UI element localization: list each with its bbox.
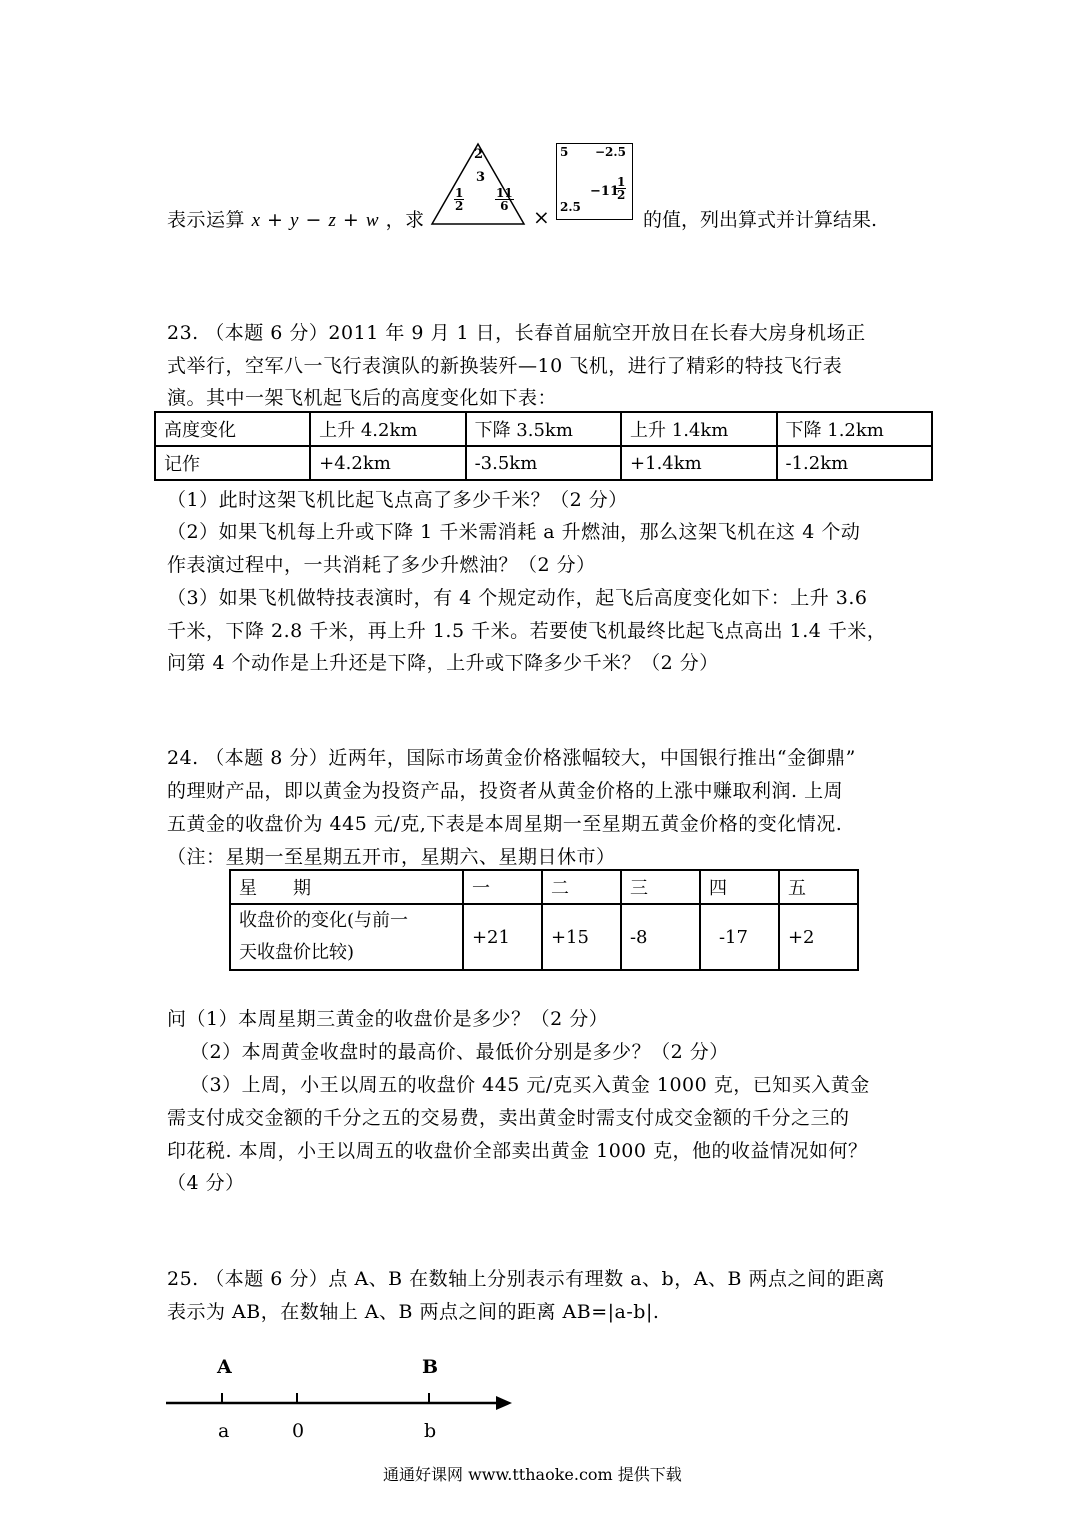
- expr-y: y: [290, 210, 299, 231]
- q22-mid: ，求: [385, 209, 425, 231]
- table-cell: 上升 1.4km: [621, 412, 776, 446]
- table-cell: -17: [700, 904, 779, 970]
- q23-line-1: 23. （本题 6 分）2011 年 9 月 1 日，长春首届航空开放日在长春大房身机场正: [167, 322, 866, 344]
- q23-line-3: 演。其中一架飞机起飞后的高度变化如下表：: [167, 387, 558, 409]
- table-cell: +2: [779, 904, 858, 970]
- table-cell: +1.4km: [621, 446, 776, 480]
- expr-z: z: [328, 210, 337, 231]
- number-line: [160, 1352, 520, 1452]
- tick-b-label: b: [424, 1420, 437, 1442]
- table-cell: 下降 3.5km: [466, 412, 621, 446]
- tick-0-label: 0: [292, 1420, 305, 1442]
- q25-line-1: 25. （本题 6 分）点 A、B 在数轴上分别表示有理数 a、b，A、B 两点之间的距离: [167, 1268, 885, 1290]
- triangle-right-den: 6: [500, 199, 509, 213]
- q22-prefix: 表示运算: [167, 209, 246, 231]
- table-cell: 高度变化: [155, 412, 310, 446]
- altitude-table: [154, 411, 933, 481]
- point-A-label: A: [217, 1356, 232, 1378]
- table-cell: 上升 4.2km: [310, 412, 465, 446]
- q23-sub-5: 千米，下降 2.8 千米，再上升 1.5 千米。若要使飞机最终比起飞点高出 1.4 千米，: [167, 620, 887, 642]
- expr-op2: −: [305, 209, 322, 231]
- table-row: [155, 412, 932, 446]
- q24-sub-2: （2）本周黄金收盘时的最高价、最低价分别是多少？（2 分）: [190, 1041, 729, 1063]
- table-row: [155, 446, 932, 480]
- q24-line-2: 的理财产品，即以黄金为投资产品，投资者从黄金价格的上涨中赚取利润. 上周: [167, 780, 844, 802]
- table-cell: 下降 1.2km: [777, 412, 932, 446]
- table-header-cell: 五: [779, 870, 858, 904]
- table-row-label: [230, 904, 463, 970]
- table-row: [230, 870, 858, 904]
- q23-sub-6: 问第 4 个动作是上升还是下降，上升或下降多少千米？（2 分）: [167, 652, 719, 674]
- table-cell: +21: [463, 904, 542, 970]
- triangle-right-fraction: [495, 187, 514, 212]
- triangle-left-fraction: [454, 187, 464, 212]
- q24-sub-4: 需支付成交金额的千分之五的交易费，卖出黄金时需支付成交金额的千分之三的: [167, 1107, 850, 1129]
- triangle-left-den: 2: [455, 199, 464, 213]
- expr-w: w: [365, 210, 380, 231]
- q24-line-1: 24. （本题 8 分）近两年，国际市场黄金价格涨幅较大，中国银行推出“金御鼎”: [167, 747, 856, 769]
- q23-sub-1: （1）此时这架飞机比起飞点高了多少千米？（2 分）: [167, 489, 628, 511]
- table-cell: -3.5km: [466, 446, 621, 480]
- expr-op1: +: [267, 209, 284, 231]
- table-cell: -1.2km: [777, 446, 932, 480]
- table-header-cell: 四: [700, 870, 779, 904]
- q22-line: [167, 205, 425, 232]
- table-header-cell: 一: [463, 870, 542, 904]
- triangle-right-num: 11: [496, 186, 513, 200]
- gold-price-table: [229, 869, 859, 971]
- q24-line-3: 五黄金的收盘价为 445 元/克,下表是本周星期一至星期五黄金价格的变化情况.: [167, 813, 843, 835]
- q24-sub-1: 问（1）本周星期三黄金的收盘价是多少？（2 分）: [167, 1008, 609, 1030]
- triangle-center: 3: [476, 170, 486, 185]
- q23-line-2: 式举行，空军八一飞行表演队的新换装歼—10 飞机，进行了精彩的特技飞行表: [167, 355, 843, 377]
- table-header-cell: 二: [542, 870, 621, 904]
- page-footer: 通通好课网 www.tthaoke.com 提供下载: [383, 1465, 682, 1484]
- triangle-left-num: 1: [455, 186, 464, 200]
- times-sign: ×: [533, 205, 550, 229]
- row-label-line-1: 收盘价的变化(与前一: [239, 910, 409, 931]
- table-row: [230, 904, 858, 970]
- table-header-cell: 三: [621, 870, 700, 904]
- q25-line-2: 表示为 AB，在数轴上 A、B 两点之间的距离 AB=|a-b|.: [167, 1301, 660, 1323]
- q24-sub-6: （4 分）: [167, 1172, 245, 1194]
- q24-line-4: （注：星期一至星期五开市，星期六、星期日休市）: [167, 846, 616, 868]
- square-tl: 5: [560, 145, 569, 159]
- triangle-top: 2: [474, 147, 484, 162]
- expr-x: x: [251, 210, 261, 231]
- table-cell: 记作: [155, 446, 310, 480]
- q24-sub-3: （3）上周，小王以周五的收盘价 445 元/克买入黄金 1000 克，已知买入黄金: [190, 1074, 870, 1096]
- row-label-line-2: 天收盘价比较): [239, 942, 355, 963]
- square-mid-int: −11: [590, 184, 619, 199]
- q22-suffix: 的值，列出算式并计算结果.: [643, 209, 878, 231]
- point-B-label: B: [422, 1356, 439, 1378]
- q23-sub-4: （3）如果飞机做特技表演时，有 4 个规定动作，起飞后高度变化如下：上升 3.6: [167, 587, 868, 609]
- square-tr: −2.5: [595, 145, 626, 159]
- table-cell: +4.2km: [310, 446, 465, 480]
- tick-a-label: a: [218, 1420, 230, 1442]
- q23-sub-2: （2）如果飞机每上升或下降 1 千米需消耗 a 升燃油，那么这架飞机在这 4 个动: [167, 521, 861, 543]
- table-header-cell: 星 期: [230, 870, 463, 904]
- expr-op3: +: [342, 209, 360, 231]
- square-mid-fraction: [616, 176, 626, 201]
- table-cell: -8: [621, 904, 700, 970]
- square-mid-num: 1: [617, 175, 626, 189]
- square-mid-den: 2: [617, 188, 626, 202]
- q24-sub-5: 印花税. 本周，小王以周五的收盘价全部卖出黄金 1000 克，他的收益情况如何？: [167, 1140, 868, 1162]
- square-bl: 2.5: [560, 200, 581, 214]
- table-cell: +15: [542, 904, 621, 970]
- q23-sub-3: 作表演过程中，一共消耗了多少升燃油？（2 分）: [167, 554, 596, 576]
